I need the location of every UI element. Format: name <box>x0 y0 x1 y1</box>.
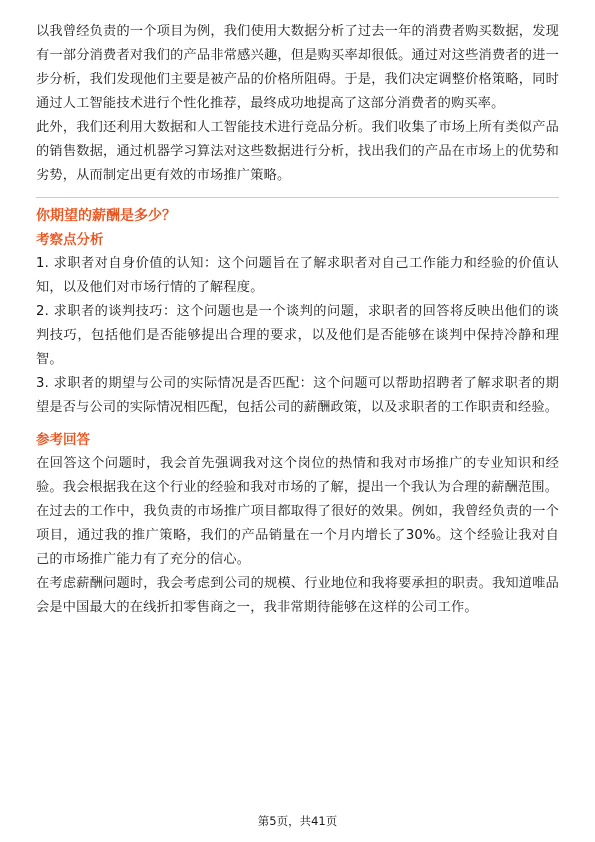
analysis-heading: 考察点分析 <box>36 232 104 248</box>
analysis-item: 1. 求职者对自身价值的认知：这个问题旨在了解求职者对自己工作能力和经验的价值认知，以及他们对市场行情的了解程度。 <box>36 256 559 295</box>
page-number: 第5页，共41页 <box>257 814 338 828</box>
spacer <box>36 420 559 428</box>
body-paragraph: 此外，我们还利用大数据和人工智能技术进行竞品分析。我们收集了市场上所有类似产品的销售数据，通过机器学习算法对这些数据进行分析，找出我们的产品在市场上的优势和劣势，从而制定出更有效的市场推广策略。 <box>36 120 559 183</box>
analysis-item: 2. 求职者的谈判技巧：这个问题也是一个谈判的问题，求职者的回答将反映出他们的谈判技巧，包括他们是否能够提出合理的要求，以及他们是否能够在谈判中保持冷静和理智。 <box>36 304 559 367</box>
answer-heading: 参考回答 <box>36 432 90 448</box>
answer-paragraph: 在回答这个问题时，我会首先强调我对这个岗位的热情和我对市场推广的专业知识和经验。我会根据我在这个行业的经验和我对市场的了解，提出一个我认为合理的薪酬范围。 <box>36 456 559 495</box>
document-page <box>36 20 559 620</box>
interview-question: 你期望的薪酬是多少？ <box>36 208 176 224</box>
answer-paragraph: 在考虑薪酬问题时，我会考虑到公司的规模、行业地位和我将要承担的职责。我知道唯品会是中国最大的在线折扣零售商之一，我非常期待能够在这样的公司工作。 <box>36 576 559 615</box>
analysis-item: 3. 求职者的期望与公司的实际情况是否匹配：这个问题可以帮助招聘者了解求职者的期望是否与公司的实际情况相匹配，包括公司的薪酬政策，以及求职者的工作职责和经验。 <box>36 376 559 415</box>
answer-paragraph: 在过去的工作中，我负责的市场推广项目都取得了很好的效果。例如，我曾经负责的一个项目，通过我的推广策略，我们的产品销量在一个月内增长了30%。这个经验让我对自己的市场推广能力有了充分的信心。 <box>36 504 559 567</box>
body-paragraph: 以我曾经负责的一个项目为例，我们使用大数据分析了过去一年的消费者购买数据，发现有一部分消费者对我们的产品非常感兴趣，但是购买率却很低。通过对这些消费者的进一步分析，我们发现他们主要是被产品的价格所阻碍。于是，我们决定调整价格策略，同时通过人工智能技术进行个性化推荐，最终成功地提高了这部分消费者的购买率。 <box>36 24 559 111</box>
section-divider <box>36 197 559 198</box>
